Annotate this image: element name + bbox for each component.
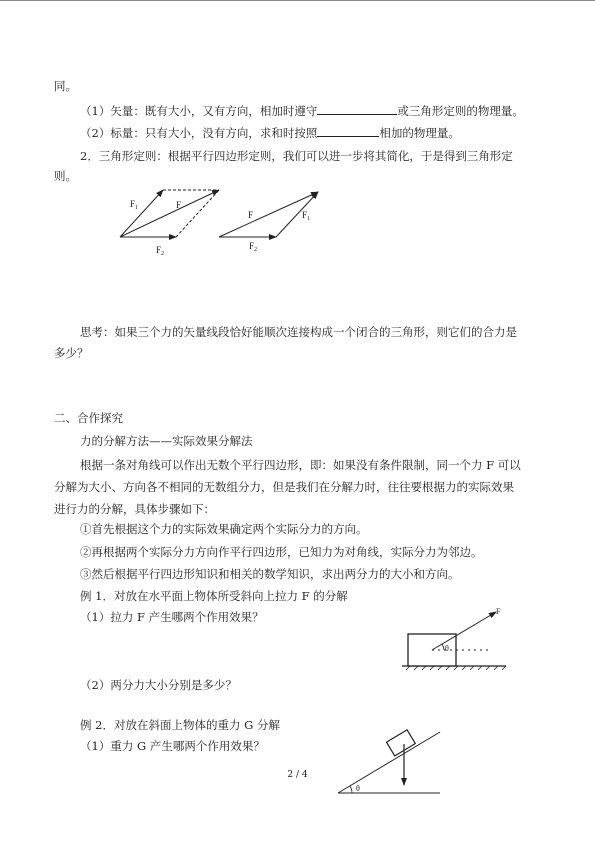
triangle-rule-line2: 则。 (54, 169, 77, 183)
think-question-line1: 思考：如果三个力的矢量线段恰好能顺次连接构成一个闭合的三角形，则它们的合力是 (80, 325, 517, 339)
triangle-figure (219, 192, 318, 253)
example2-question1: （1）重力 G 产生哪两个作用效果？ (80, 739, 265, 753)
page-number: 2 / 4 (287, 770, 308, 780)
step-3: ③然后根据平行四边形知识和相关的数学知识，求出两分力的大小和方向。 (80, 567, 460, 581)
parallelogram-dashed-right (176, 190, 219, 237)
triangle-label-f1: $F_1$ (302, 210, 311, 222)
vector-definition-prefix: （1）矢量：既有大小，又有方向，相加时遵守 (80, 104, 318, 118)
method-paragraph-line2: 分解为大小、方向各不相同的无数组分力，但是我们在分解力时，往往要根据力的实际效果 (54, 480, 514, 494)
parallelogram-label-f2: $F_2$ (156, 245, 165, 257)
example1-title: 例 1．对放在水平面上物体所受斜向上拉力 F 的分解 (80, 589, 348, 603)
method-title: 力的分解方法——实际效果分解法 (80, 434, 253, 448)
scalar-definition-prefix: （2）标量：只有大小，没有方向，求和时按照 (80, 126, 318, 140)
method-paragraph-line3: 进行力的分解，具体步骤如下： (54, 502, 215, 516)
section-heading-cooperation: 二、合作探究 (54, 411, 123, 425)
parallelogram-figure (120, 190, 219, 257)
triangle-f1-arrow (276, 192, 318, 237)
example1-label-theta: θ (445, 644, 449, 653)
example1-pull-arrow (432, 612, 496, 650)
think-question-line2: 多少？ (54, 346, 89, 360)
parallelogram-f1-arrow (120, 190, 163, 237)
triangle-rule-line1: 2．三角形定则：根据平行四边形定则，我们可以进一步将其简化，于是得到三角形定 (80, 149, 513, 163)
example1-question1: （1）拉力 F 产生哪两个作用效果？ (80, 610, 264, 624)
triangle-label-f: F (248, 210, 254, 220)
example1-figure (402, 607, 506, 670)
example2-block (387, 730, 416, 756)
parallelogram-label-f: F (176, 200, 182, 210)
step-1: ①首先根据这个力的实际效果确定两个实际分力的方向。 (80, 522, 368, 536)
parallelogram-label-f1: $F_1$ (130, 199, 139, 211)
step-2: ②再根据两个实际分力方向作平行四边形，已知力为对角线，实际分力为邻边。 (80, 545, 483, 559)
vector-definition-suffix: 或三角形定则的物理量。 (397, 104, 524, 118)
example2-angle-arc (350, 786, 352, 793)
example1-question2: （2）两分力大小分别是多少？ (80, 678, 237, 692)
example1-label-f: F (496, 607, 501, 616)
example2-title: 例 2．对放在斜面上物体的重力 G 分解 (80, 718, 280, 732)
scalar-definition-suffix: 相加的物理量。 (379, 126, 460, 140)
example2-label-theta: θ (356, 784, 360, 793)
text-line-continuation: 同。 (54, 79, 77, 93)
method-paragraph-line1: 根据一条对角线可以作出无数个平行四边形，即：如果没有条件限制，同一个力 F 可以 (80, 458, 521, 472)
triangle-label-f2: $F_2$ (249, 241, 258, 253)
example2-figure (338, 730, 440, 793)
parallelogram-resultant-arrow (120, 190, 219, 237)
